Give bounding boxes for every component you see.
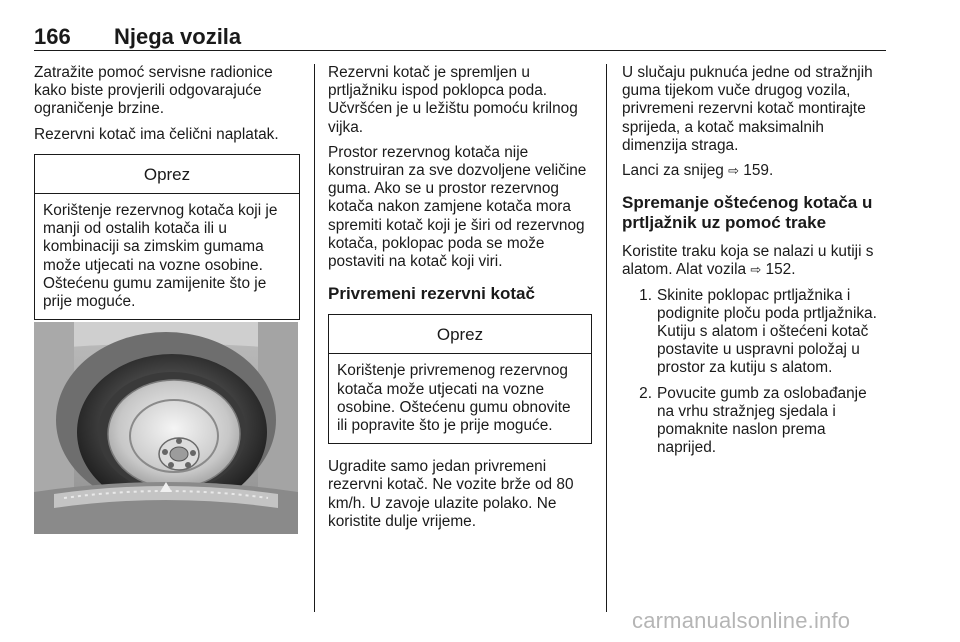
spare-wheel-illustration [34, 322, 298, 534]
paragraph: Ugradite samo jedan privremeni rezervni kotač. Ne vozite brže od 80 km/h. U zavoje ulazite polako. Ne koristite dulje vrijeme. [328, 458, 574, 530]
page-reference-arrow-icon: ⇨ [728, 163, 740, 179]
paragraph: Rezervni kotač ima čelični naplatak. [34, 125, 279, 143]
steps-list [622, 287, 888, 458]
column-3 [622, 64, 888, 464]
paragraph [622, 162, 888, 180]
warning-text: Korištenje privremenog rezervnog kotača može utjecati na vozne osobine. Oštećenu gumu obnovite ili popravite što je prije moguće. [337, 362, 571, 435]
list-item [622, 385, 888, 458]
watermark: carmanualsonline.info [632, 608, 851, 633]
subsection-heading: Spremanje oštećenog kotača u prtljažnik uz pomoć trake [622, 193, 873, 233]
warning-title: Oprez [35, 155, 299, 194]
column-2 [328, 64, 592, 538]
paragraph: Rezervni kotač je spremljen u prtljažniku ispod poklopca poda. Učvršćen je u ležištu pomoću krilnog vijka. [328, 64, 578, 136]
list-item [622, 287, 888, 378]
paragraph [622, 243, 888, 279]
page-header [34, 24, 886, 51]
paragraph: Zatražite pomoć servisne radionice kako biste provjerili odgovarajuće ograničenje brzine. [34, 64, 273, 118]
warning-box [34, 154, 300, 320]
step-number: 1. [639, 286, 652, 304]
warning-text: Korištenje rezervnog kotača koji je manji od ostalih kotača ili u kombinaciji sa zimskim gumama može utjecati na vozne osobine. Oštećenu gumu zamijenite što je prije moguće. [43, 202, 278, 311]
warning-title: Oprez [329, 315, 591, 354]
page-reference[interactable]: 152. [765, 261, 796, 279]
subsection-heading: Privremeni rezervni kotač [328, 284, 535, 304]
page-reference-arrow-icon: ⇨ [750, 262, 762, 278]
column-divider [606, 64, 607, 612]
warning-box [328, 314, 592, 444]
page-number: 166 [34, 24, 71, 49]
section-title: Njega vozila [114, 24, 242, 49]
paragraph-text: Koristite traku koja se nalazi u kutiji s alatom. Alat vozila [622, 243, 874, 279]
page-reference[interactable]: 159. [743, 162, 774, 180]
column-1 [34, 64, 300, 330]
step-text: Povucite gumb za oslobađanje na vrhu stražnjeg sjedala i pomaknite naslon prema naprijed. [657, 384, 867, 457]
step-text: Skinite poklopac prtljažnika i podignite ploču poda prtljažnika. Kutiju s alatom i oštećeni kotač postavite u uspravni položaj u prostor za kutiju s alatom. [657, 286, 877, 377]
paragraph: U slučaju puknuća jedne od stražnjih guma tijekom vuče drugog vozila, privremeni rezervni kotač montirajte sprijeda, a kotač maksimalnih dimenzija straga. [622, 64, 873, 154]
column-divider [314, 64, 315, 612]
paragraph: Prostor rezervnog kotača nije konstruiran za sve dozvoljene veličine guma. Ako se u prostor rezervnog kotača nakon zamjene kotača mora spremiti kotač koji je širi od rezervnog kotača, poklopac poda se može postaviti na kotač koji viri. [328, 143, 587, 271]
paragraph-text: Lanci za snijeg [622, 162, 724, 180]
step-number: 2. [639, 384, 652, 402]
